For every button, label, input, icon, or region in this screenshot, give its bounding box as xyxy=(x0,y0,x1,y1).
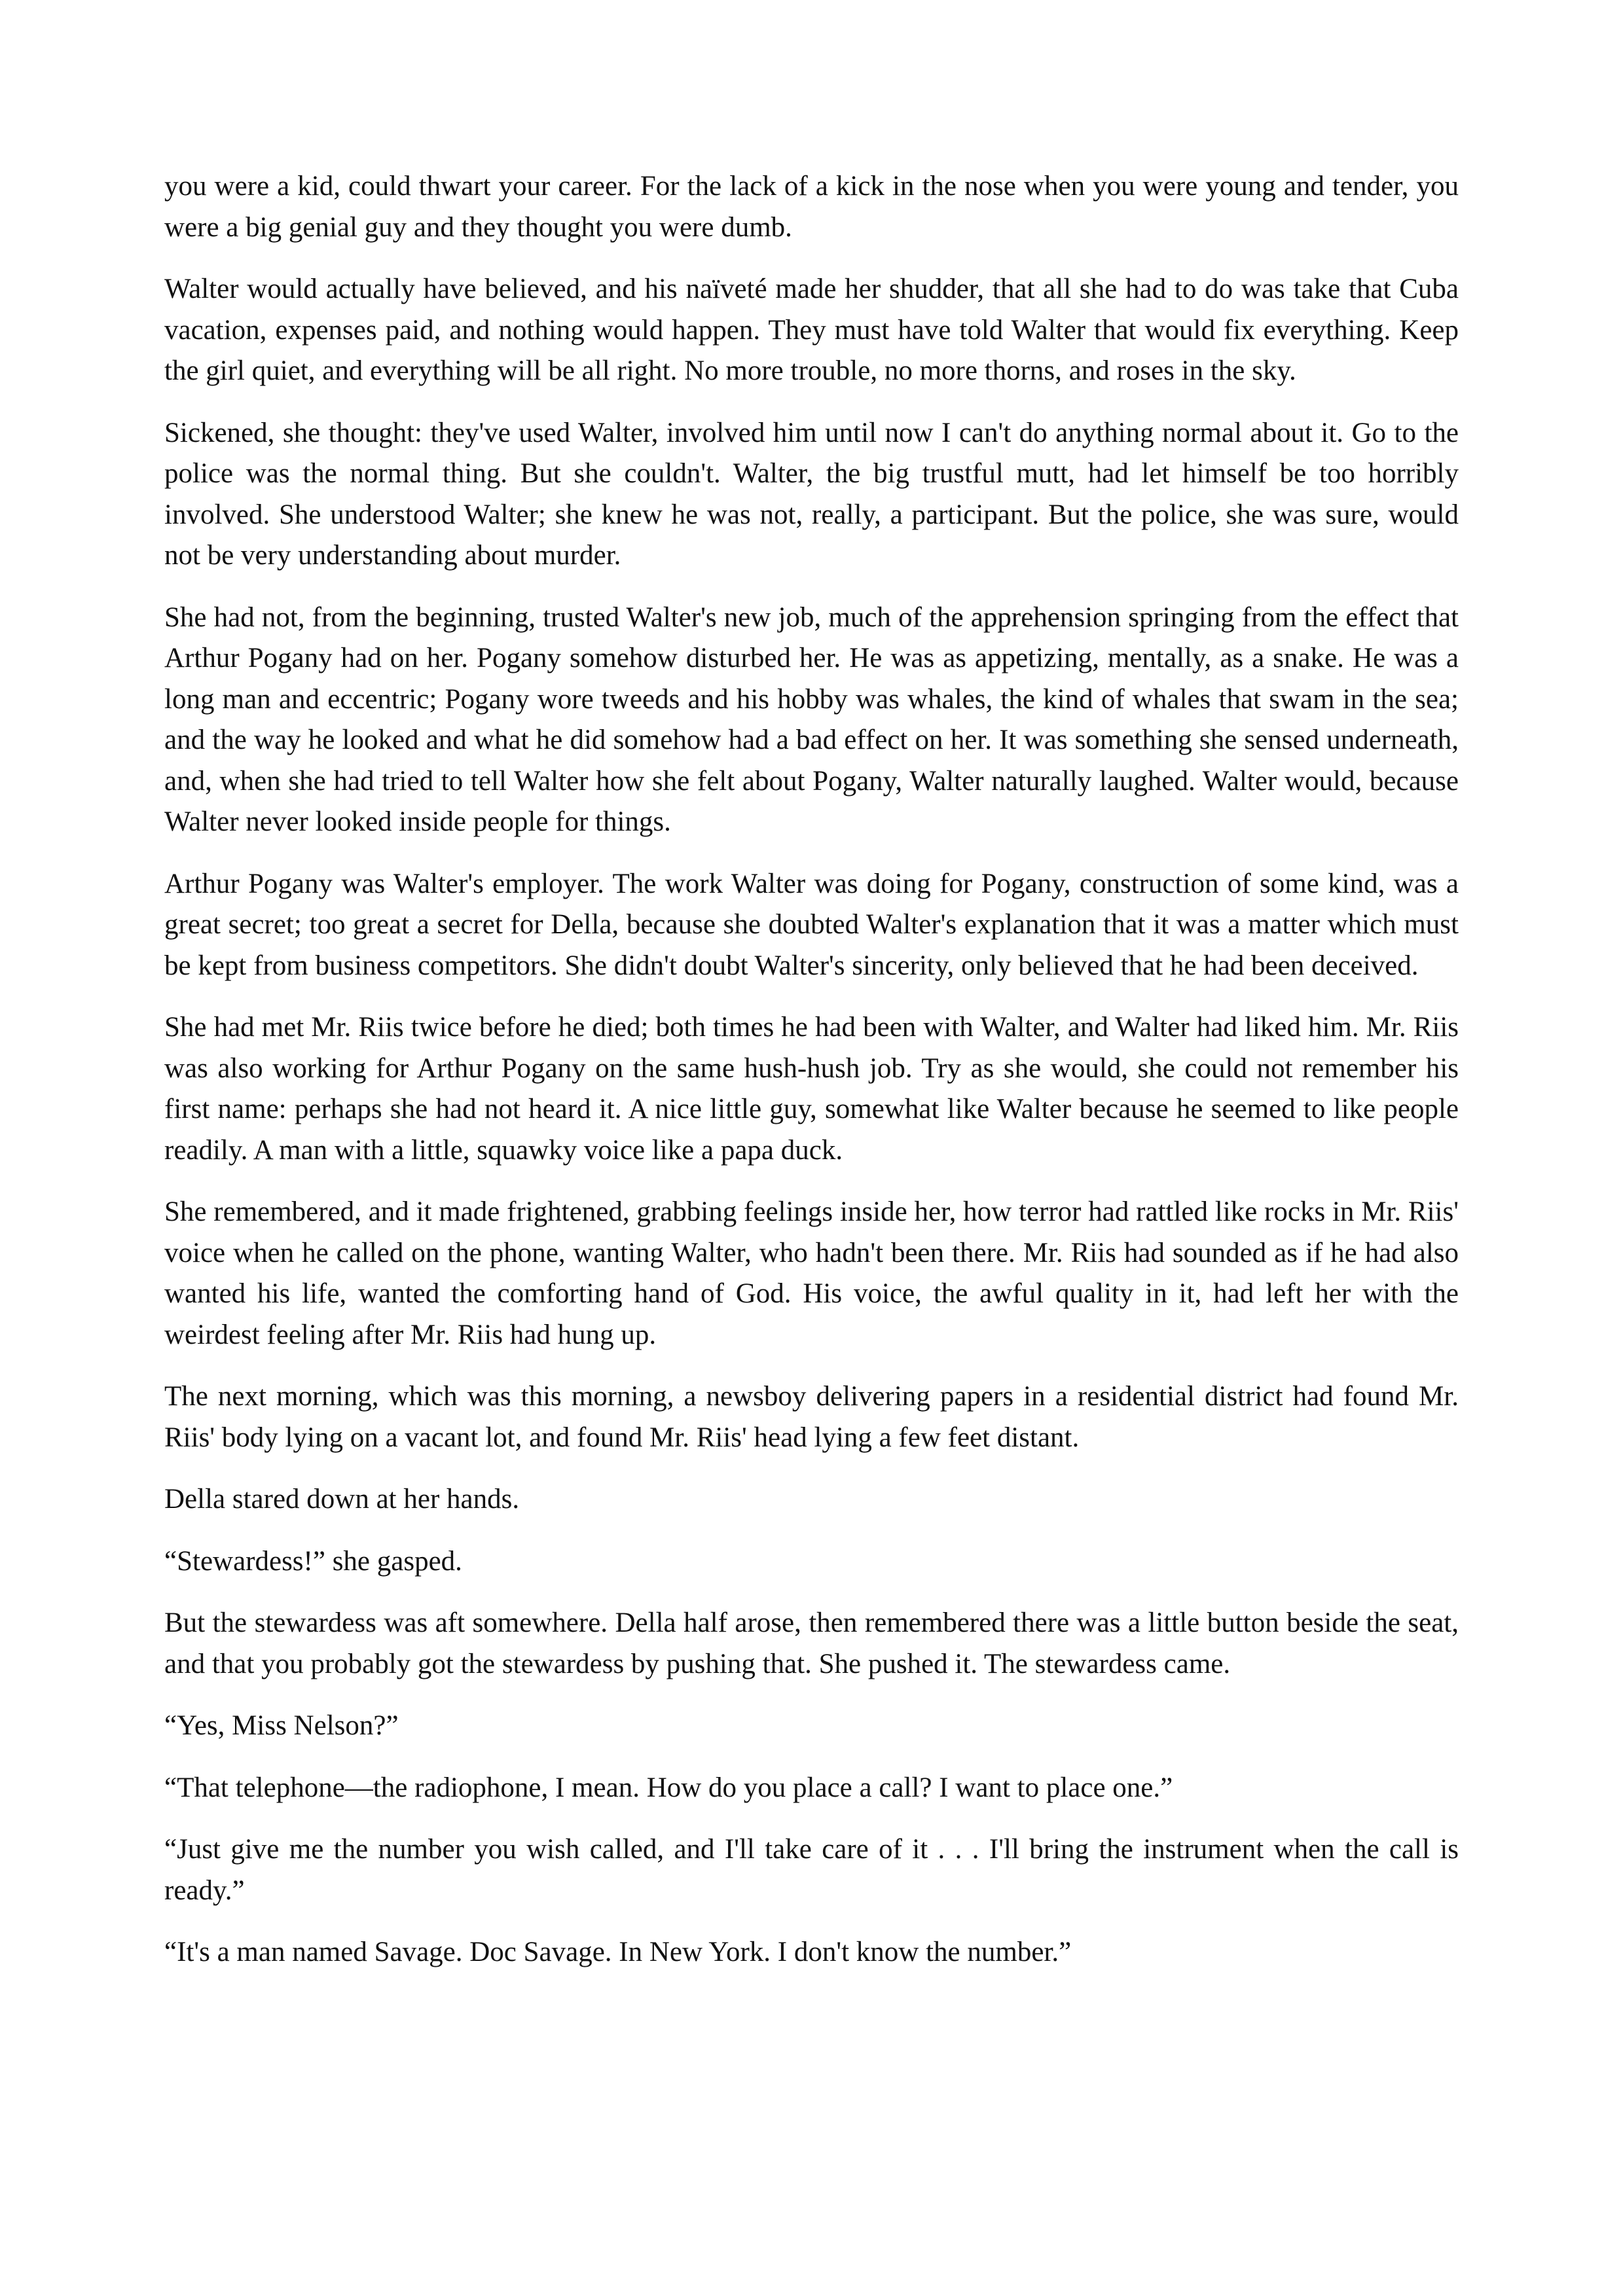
paragraph: She remembered, and it made frightened, grabbing feelings inside her, how terror had rattled like rocks in Mr. Riis' voice when he called on the phone, wanting Walter, who hadn't been there. Mr. Riis had sounded as if he had also wanted his life, wanted the comforting hand of God. His voice, the awful quality in it, had left her with the weirdest feeling after Mr. Riis had hung up. xyxy=(164,1196,1459,1350)
paragraph: “Just give me the number you wish called, and I'll take care of it . . . I'll bring the instrument when the call is ready.” xyxy=(164,1834,1459,1906)
paragraph: you were a kid, could thwart your career. For the lack of a kick in the nose when you were young and tender, you were a big genial guy and they thought you were dumb. xyxy=(164,171,1459,243)
paragraph: Walter would actually have believed, and his naïveté made her shudder, that all she had to do was take that Cuba vacation, expenses paid, and nothing would happen. They must have told Walter that would fix everything. Keep the girl quiet, and everything will be all right. No more trouble, no more thorns, and roses in the sky. xyxy=(164,274,1459,386)
paragraph: Della stared down at her hands. xyxy=(164,1484,520,1515)
paragraph: “It's a man named Savage. Doc Savage. In New York. I don't know the number.” xyxy=(164,1937,1072,1967)
document-page xyxy=(164,166,1459,1994)
paragraph: But the stewardess was aft somewhere. Della half arose, then remembered there was a little button beside the seat, and that you probably got the stewardess by pushing that. She pushed it. The stewardess came. xyxy=(164,1607,1459,1679)
paragraph: The next morning, which was this morning, a newsboy delivering papers in a residential district had found Mr. Riis' body lying on a vacant lot, and found Mr. Riis' head lying a few feet distant. xyxy=(164,1381,1459,1453)
paragraph: “Yes, Miss Nelson?” xyxy=(164,1710,399,1741)
paragraph: “Stewardess!” she gasped. xyxy=(164,1545,462,1577)
paragraph: Sickened, she thought: they've used Walter, involved him until now I can't do anything normal about it. Go to the police was the normal thing. But she couldn't. Walter, the big trustful mutt, had let himself be too horribly involved. She understood Walter; she knew he was not, really, a participant. But the police, she was sure, would not be very understanding about murder. xyxy=(164,417,1459,571)
paragraph: She had met Mr. Riis twice before he died; both times he had been with Walter, and Walter had liked him. Mr. Riis was also working for Arthur Pogany on the same hush-hush job. Try as she would, she could not remember his first name: perhaps she had not heard it. A nice little guy, somewhat like Walter because he seemed to like people readily. A man with a little, squawky voice like a papa duck. xyxy=(164,1012,1459,1166)
paragraph: “That telephone—the radiophone, I mean. How do you place a call? I want to place one.” xyxy=(164,1772,1173,1803)
paragraph: She had not, from the beginning, trusted Walter's new job, much of the apprehension springing from the effect that Arthur Pogany had on her. Pogany somehow disturbed her. He was as appetizing, mentally, as a snake. He was a long man and eccentric; Pogany wore tweeds and his hobby was whales, the kind of whales that swam in the sea; and the way he looked and what he did somehow had a bad effect on her. It was something she sensed underneath, and, when she had tried to tell Walter how she felt about Pogany, Walter naturally laughed. Walter would, because Walter never looked inside people for things. xyxy=(164,601,1459,837)
paragraph: Arthur Pogany was Walter's employer. The work Walter was doing for Pogany, construction of some kind, was a great secret; too great a secret for Della, because she doubted Walter's explanation that it was a matter which must be kept from business competitors. She didn't doubt Walter's sincerity, only believed that he had been deceived. xyxy=(164,868,1459,981)
